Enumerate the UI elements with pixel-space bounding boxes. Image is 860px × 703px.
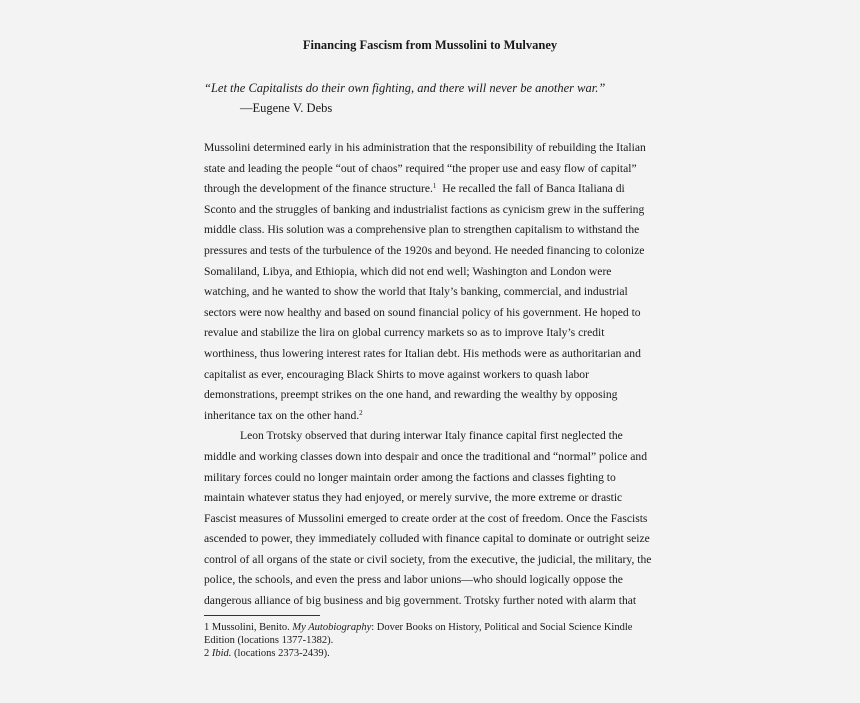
p2-line-1: Leon Trotsky observed that during interwar Italy finance capital first neglected the <box>240 429 623 443</box>
footnote-2-ibid: Ibid. <box>211 648 232 660</box>
p1-line-10: revalue and stabilize the lira on global currency markets so as to improve Italy’s credit <box>204 326 605 340</box>
body-text <box>204 138 664 612</box>
document-title: Financing Fascism from Mussolini to Mulvaney <box>302 38 558 52</box>
p1-line-2: state and leading the people “out of chaos” required “the proper use and easy flow of capital” <box>204 161 637 175</box>
footnote-1-post: : Dover Books on History, Political and Social Science Kindle <box>371 622 633 633</box>
p1-line-3b: He recalled the fall of Banca Italiana di <box>442 182 625 196</box>
p1-line-3a: through the development of the finance structure. <box>204 182 433 196</box>
p2-line-5: Fascist measures of Mussolini emerged to create order at the cost of freedom. Once the Fascists <box>204 511 648 525</box>
footnote-ref-1: 1 <box>432 182 437 191</box>
footnote-2 <box>204 647 674 660</box>
p2-line-6: ascended to power, they immediately colluded with finance capital to dominate or outright seize <box>204 532 650 546</box>
p2-line-2: middle and working classes down into despair and once the traditional and “normal” police and <box>204 449 648 463</box>
footnote-ref-2: 2 <box>359 408 363 417</box>
p2-line-3: military forces could no longer maintain order among the factions and classes fighting to <box>204 470 616 484</box>
p1-line-11: worthiness, thus lowering interest rates for Italian debt. His methods were as authoritarian and <box>204 346 641 360</box>
p2-line-8: police, the schools, and even the press and labor unions—who should logically oppose the <box>204 573 623 587</box>
p1-line-3 <box>204 179 664 200</box>
p2-line-4: maintain whatever status they had enjoyed, or merely survive, the more extreme or drastic <box>204 491 623 505</box>
footnote-1-pre: 1 Mussolini, Benito. <box>204 622 293 633</box>
footnote-1-title: My Autobiography <box>292 622 372 633</box>
p1-line-6: pressures and tests of the turbulence of the 1920s and beyond. He needed financing to colonize <box>204 243 645 257</box>
p1-line-5: middle class. His solution was a comprehensive plan to strengthen capitalism to withstand the <box>204 223 640 237</box>
epigraph <box>204 78 764 118</box>
p1-line-1: Mussolini determined early in his administration that the responsibility of rebuilding the Italian <box>204 141 646 154</box>
p2-line-9: dangerous alliance of big business and big government. Trotsky further noted with alarm that <box>204 594 637 608</box>
footnote-1 <box>204 621 674 634</box>
footnote-divider <box>204 615 320 616</box>
epigraph-attribution: —Eugene V. Debs <box>240 101 333 115</box>
p2-line-7: control of all organs of the state or civil society, from the executive, the judicial, the military, the <box>204 552 652 566</box>
footnotes <box>204 621 674 661</box>
footnote-1-line-2: Edition (locations 1377-1382). <box>204 635 334 647</box>
footnote-2-pre: 2 <box>204 648 212 660</box>
p1-line-12: capitalist as ever, encouraging Black Shirts to move against workers to quash labor <box>204 367 589 381</box>
p1-line-4: Sconto and the struggles of banking and industrialist factions as cynicism grew in the suffering <box>204 202 645 216</box>
footnote-2-post: (locations 2373-2439). <box>231 648 330 660</box>
p1-line-14 <box>204 406 664 427</box>
p1-line-8: watching, and he wanted to show the world that Italy’s banking, commercial, and industrial <box>204 285 628 299</box>
p1-line-13: demonstrations, preempt strikes on the one hand, and rewarding the wealthy by opposing <box>204 388 618 402</box>
p1-line-7: Somaliland, Libya, and Ethiopia, which did not end well; Washington and London were <box>204 264 612 278</box>
p1-line-14a: inheritance tax on the other hand. <box>204 408 360 422</box>
epigraph-quote: “Let the Capitalists do their own fighting, and there will never be another war.” <box>204 81 606 95</box>
p1-line-9: sectors were now healthy and based on sound financial policy of his government. He hoped to <box>204 305 641 319</box>
